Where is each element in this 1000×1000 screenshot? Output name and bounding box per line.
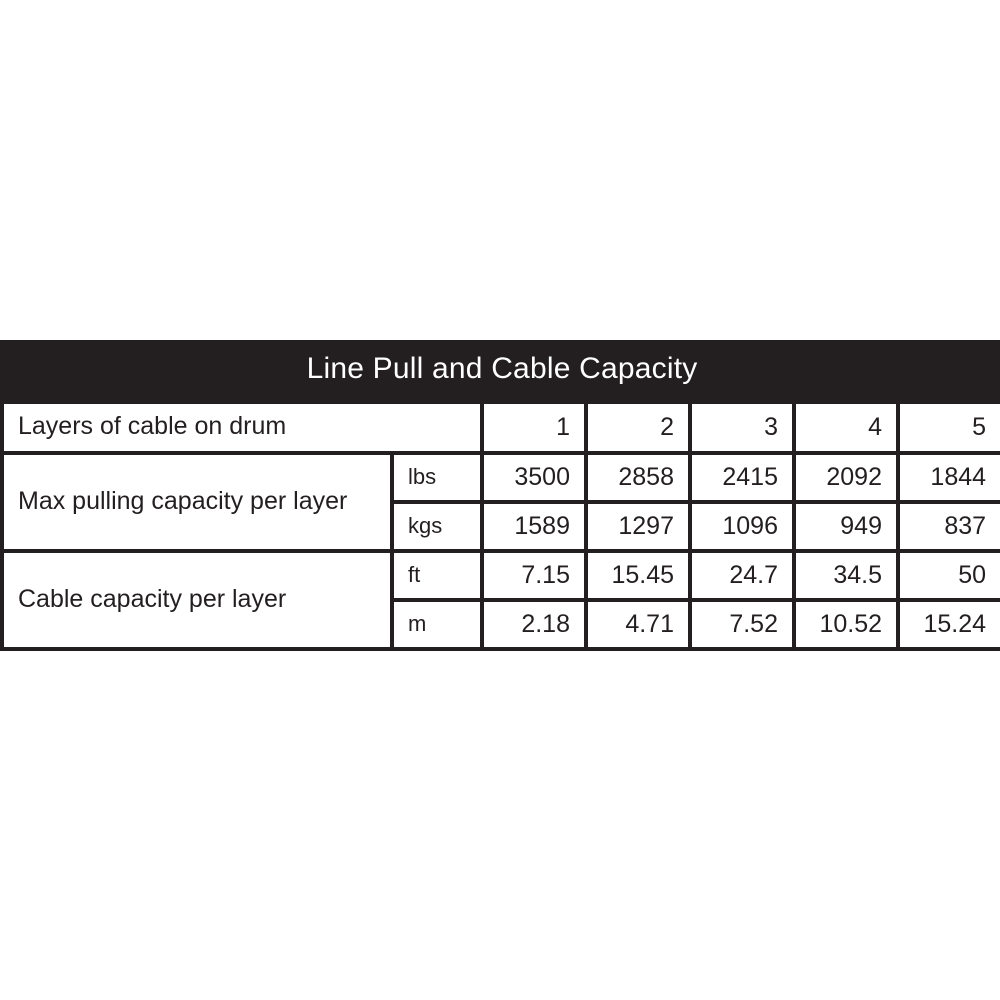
row-label-cable-capacity: Cable capacity per layer bbox=[2, 551, 392, 649]
unit-kgs: kgs bbox=[392, 502, 482, 551]
unit-ft: ft bbox=[392, 551, 482, 600]
max-pull-lbs-layer-2: 2858 bbox=[586, 453, 690, 502]
table-row-max-pull-lbs bbox=[2, 453, 1000, 502]
max-pull-kgs-layer-1: 1589 bbox=[482, 502, 586, 551]
table-row-cable-capacity-ft bbox=[2, 551, 1000, 600]
cable-ft-layer-2: 15.45 bbox=[586, 551, 690, 600]
table-title-row bbox=[2, 340, 1000, 402]
table-title: Line Pull and Cable Capacity bbox=[2, 340, 1000, 402]
unit-m: m bbox=[392, 600, 482, 649]
line-pull-cable-capacity-table bbox=[0, 340, 1000, 651]
max-pull-lbs-layer-1: 3500 bbox=[482, 453, 586, 502]
max-pull-kgs-layer-2: 1297 bbox=[586, 502, 690, 551]
cable-m-layer-1: 2.18 bbox=[482, 600, 586, 649]
cable-ft-layer-4: 34.5 bbox=[794, 551, 898, 600]
max-pull-lbs-layer-3: 2415 bbox=[690, 453, 794, 502]
layer-header-2: 2 bbox=[586, 402, 690, 453]
cable-ft-layer-1: 7.15 bbox=[482, 551, 586, 600]
max-pull-lbs-layer-4: 2092 bbox=[794, 453, 898, 502]
row-label-layers: Layers of cable on drum bbox=[2, 402, 482, 453]
table-row-layers bbox=[2, 402, 1000, 453]
row-label-max-pulling-capacity: Max pulling capacity per layer bbox=[2, 453, 392, 551]
cable-m-layer-4: 10.52 bbox=[794, 600, 898, 649]
cable-ft-layer-3: 24.7 bbox=[690, 551, 794, 600]
layer-header-4: 4 bbox=[794, 402, 898, 453]
cable-m-layer-5: 15.24 bbox=[898, 600, 1000, 649]
layer-header-3: 3 bbox=[690, 402, 794, 453]
max-pull-lbs-layer-5: 1844 bbox=[898, 453, 1000, 502]
cable-m-layer-2: 4.71 bbox=[586, 600, 690, 649]
layer-header-5: 5 bbox=[898, 402, 1000, 453]
layer-header-1: 1 bbox=[482, 402, 586, 453]
line-pull-cable-capacity-table-wrapper bbox=[0, 340, 1000, 651]
max-pull-kgs-layer-3: 1096 bbox=[690, 502, 794, 551]
cable-m-layer-3: 7.52 bbox=[690, 600, 794, 649]
unit-lbs: lbs bbox=[392, 453, 482, 502]
max-pull-kgs-layer-4: 949 bbox=[794, 502, 898, 551]
cable-ft-layer-5: 50 bbox=[898, 551, 1000, 600]
max-pull-kgs-layer-5: 837 bbox=[898, 502, 1000, 551]
